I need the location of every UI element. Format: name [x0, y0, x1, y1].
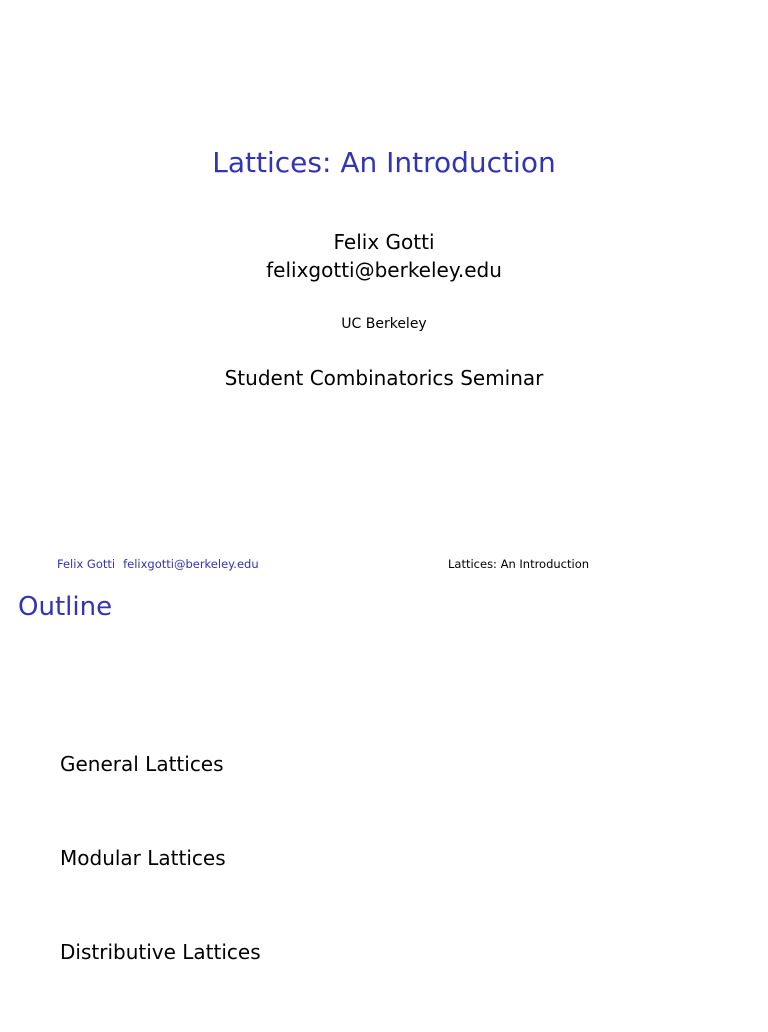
section-item-modular-lattices: Modular Lattices: [60, 846, 226, 870]
event-name: Student Combinatorics Seminar: [224, 366, 544, 390]
author-name: Felix Gotti: [333, 230, 435, 254]
footer-author-info: [57, 557, 259, 571]
footer-email: felixgotti@berkeley.edu: [123, 557, 259, 571]
section-list: [60, 750, 261, 1032]
footer-short-title: Lattices: An Introduction: [448, 557, 590, 571]
institution: UC Berkeley: [341, 316, 427, 332]
author-email: felixgotti@berkeley.edu: [266, 258, 502, 282]
section-item-distributive-lattices: Distributive Lattices: [60, 940, 261, 964]
outline-slide: [0, 590, 768, 1024]
talk-title: Lattices: An Introduction: [212, 146, 556, 179]
section-item-general-lattices: General Lattices: [60, 752, 224, 776]
footer-author: Felix Gotti: [57, 557, 116, 571]
outline-heading: Outline: [18, 592, 113, 622]
